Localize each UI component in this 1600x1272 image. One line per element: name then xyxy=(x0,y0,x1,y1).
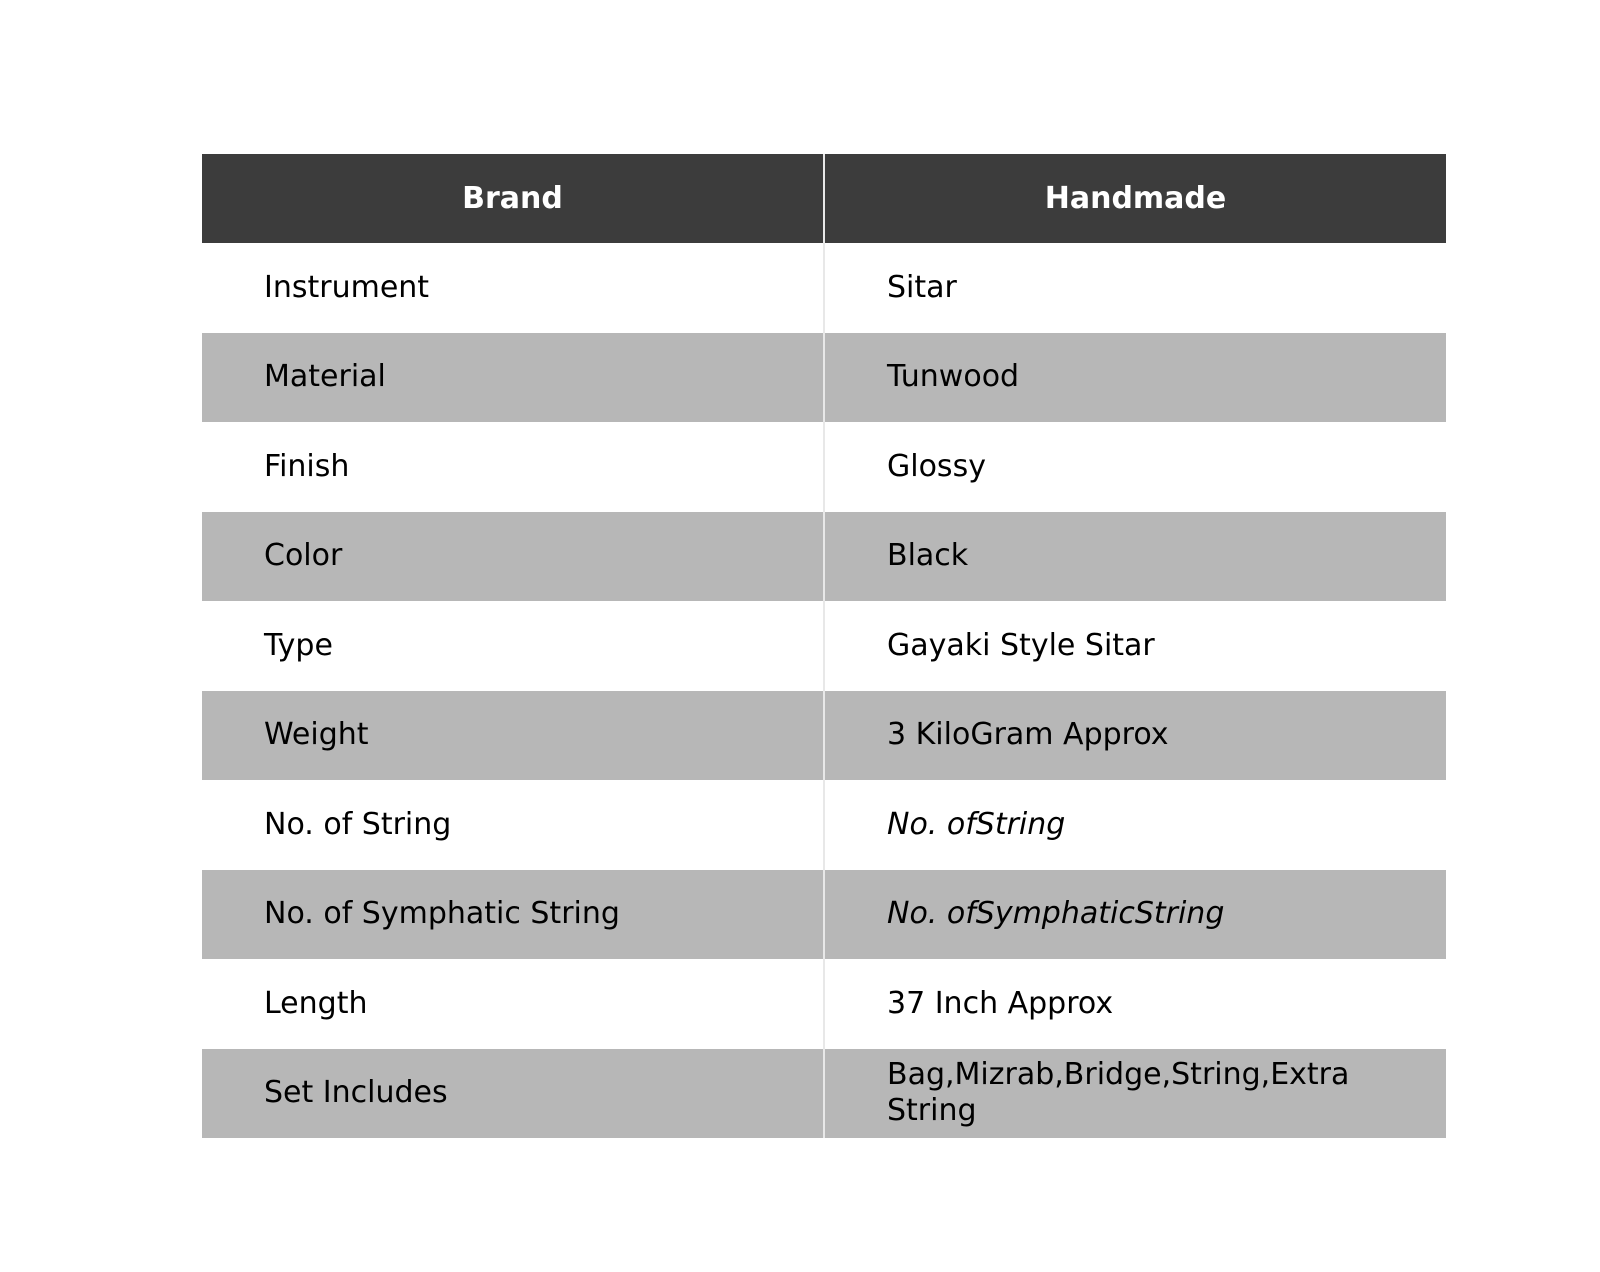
table-row xyxy=(202,333,1446,423)
table-row xyxy=(202,601,1446,691)
table-row xyxy=(202,691,1446,781)
row-value: Bag,Mizrab,Bridge,String,Extra String xyxy=(824,1049,1446,1139)
header-cell-brand: Brand xyxy=(202,154,824,243)
table-row xyxy=(202,959,1446,1049)
table-row xyxy=(202,422,1446,512)
row-label: Color xyxy=(202,512,824,602)
row-label: Length xyxy=(202,959,824,1049)
row-value: 3 KiloGram Approx xyxy=(824,691,1446,781)
row-label: Material xyxy=(202,333,824,423)
spec-table xyxy=(202,154,1446,1138)
row-label: No. of Symphatic String xyxy=(202,870,824,960)
header-cell-handmade: Handmade xyxy=(824,154,1446,243)
row-label: Instrument xyxy=(202,243,824,333)
table-body xyxy=(202,243,1446,1138)
row-value: Tunwood xyxy=(824,333,1446,423)
table-row xyxy=(202,512,1446,602)
row-value: Black xyxy=(824,512,1446,602)
row-label: Weight xyxy=(202,691,824,781)
row-label: Type xyxy=(202,601,824,691)
header-row xyxy=(202,154,1446,243)
row-label: No. of String xyxy=(202,780,824,870)
row-value: Gayaki Style Sitar xyxy=(824,601,1446,691)
row-label: Finish xyxy=(202,422,824,512)
row-value: Glossy xyxy=(824,422,1446,512)
table-row xyxy=(202,243,1446,333)
row-value: Sitar xyxy=(824,243,1446,333)
table-row xyxy=(202,1049,1446,1139)
spec-table-container xyxy=(202,154,1446,1138)
table-row xyxy=(202,870,1446,960)
row-value: 37 Inch Approx xyxy=(824,959,1446,1049)
table-row xyxy=(202,780,1446,870)
row-value: No. ofString xyxy=(824,780,1446,870)
row-value: No. ofSymphaticString xyxy=(824,870,1446,960)
row-label: Set Includes xyxy=(202,1049,824,1139)
